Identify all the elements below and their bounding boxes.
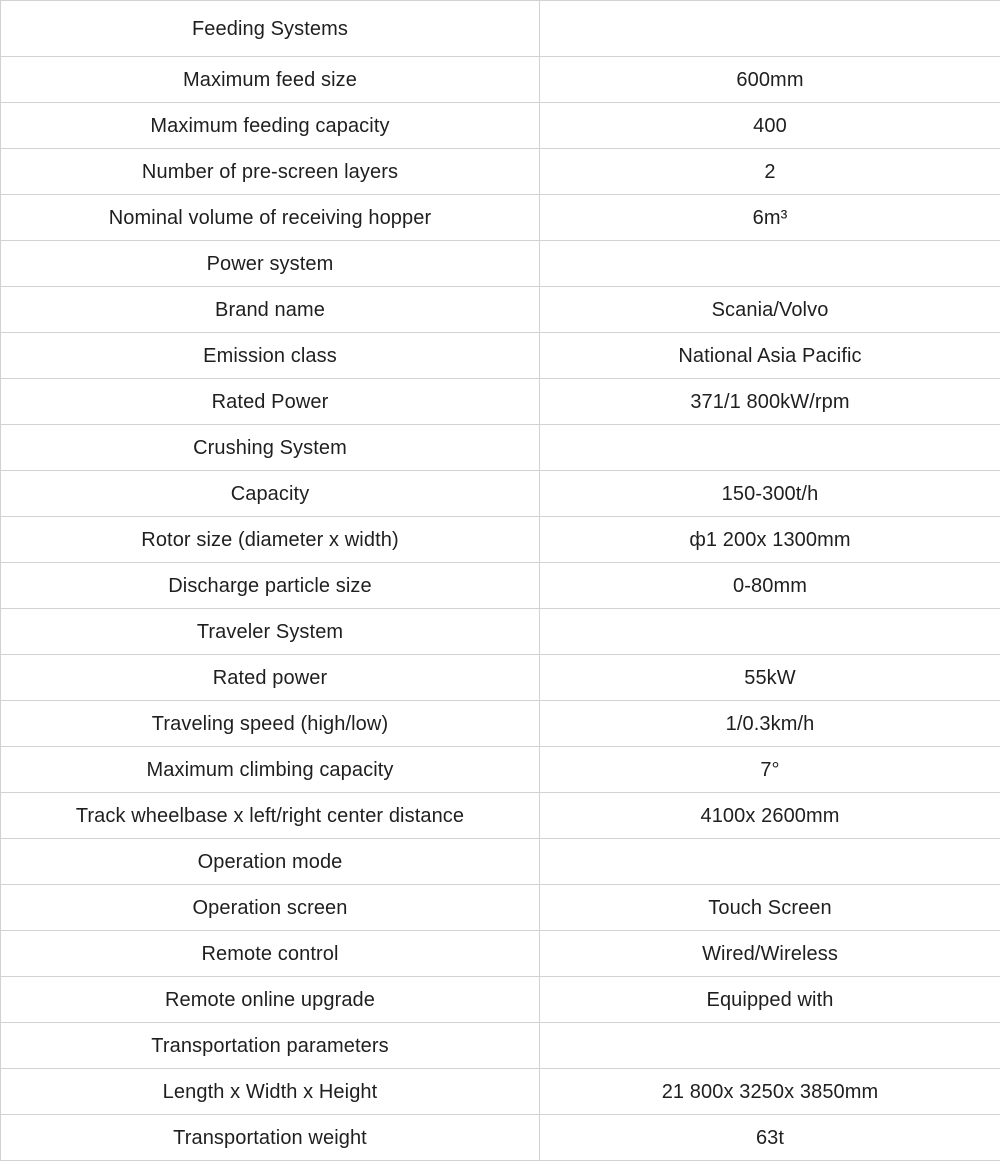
row-value: 0-80mm	[540, 563, 1000, 609]
table-row	[1, 57, 1000, 103]
row-value: Touch Screen	[540, 885, 1000, 931]
row-label: Maximum climbing capacity	[1, 747, 540, 793]
row-value: 7°	[540, 747, 1000, 793]
row-value	[540, 609, 1000, 655]
table-row	[1, 747, 1000, 793]
table-row	[1, 793, 1000, 839]
row-label: Track wheelbase x left/right center distance	[1, 793, 540, 839]
table-row	[1, 103, 1000, 149]
row-label: Rated Power	[1, 379, 540, 425]
row-value: 2	[540, 149, 1000, 195]
table-row	[1, 517, 1000, 563]
row-label: Number of pre-screen layers	[1, 149, 540, 195]
row-label: Operation screen	[1, 885, 540, 931]
row-label: Rated power	[1, 655, 540, 701]
row-label: Capacity	[1, 471, 540, 517]
section-row-power-system	[1, 241, 1000, 287]
row-label: Discharge particle size	[1, 563, 540, 609]
row-label: Crushing System	[1, 425, 540, 471]
row-value: 6m³	[540, 195, 1000, 241]
table-row	[1, 563, 1000, 609]
row-value: Wired/Wireless	[540, 931, 1000, 977]
row-label: Feeding Systems	[1, 1, 540, 57]
spec-table-body	[1, 1, 1000, 1161]
table-row	[1, 977, 1000, 1023]
table-row	[1, 1115, 1000, 1161]
row-label: Nominal volume of receiving hopper	[1, 195, 540, 241]
row-value: 21 800x 3250x 3850mm	[540, 1069, 1000, 1115]
row-label: Rotor size (diameter x width)	[1, 517, 540, 563]
section-row-feeding-systems	[1, 1, 1000, 57]
row-value: National Asia Pacific	[540, 333, 1000, 379]
row-value	[540, 839, 1000, 885]
row-label: Transportation weight	[1, 1115, 540, 1161]
row-value: 1/0.3km/h	[540, 701, 1000, 747]
table-row	[1, 655, 1000, 701]
row-value: 600mm	[540, 57, 1000, 103]
row-label: Traveler System	[1, 609, 540, 655]
table-row	[1, 1069, 1000, 1115]
row-label: Remote online upgrade	[1, 977, 540, 1023]
row-value	[540, 1023, 1000, 1069]
row-label: Remote control	[1, 931, 540, 977]
section-row-traveler-system	[1, 609, 1000, 655]
section-row-transportation-parameters	[1, 1023, 1000, 1069]
section-row-operation-mode	[1, 839, 1000, 885]
row-value: Scania/Volvo	[540, 287, 1000, 333]
row-value: 55kW	[540, 655, 1000, 701]
table-row	[1, 931, 1000, 977]
table-row	[1, 287, 1000, 333]
row-label: Transportation parameters	[1, 1023, 540, 1069]
table-row	[1, 885, 1000, 931]
row-label: Brand name	[1, 287, 540, 333]
row-label: Emission class	[1, 333, 540, 379]
row-label: Maximum feeding capacity	[1, 103, 540, 149]
row-value: 400	[540, 103, 1000, 149]
row-value	[540, 425, 1000, 471]
row-label: Power system	[1, 241, 540, 287]
row-label: Operation mode	[1, 839, 540, 885]
table-row	[1, 149, 1000, 195]
row-label: Traveling speed (high/low)	[1, 701, 540, 747]
table-row	[1, 701, 1000, 747]
table-row	[1, 471, 1000, 517]
row-value: 4100x 2600mm	[540, 793, 1000, 839]
table-row	[1, 195, 1000, 241]
row-value	[540, 1, 1000, 57]
row-value: 150-300t/h	[540, 471, 1000, 517]
row-value	[540, 241, 1000, 287]
row-value: Equipped with	[540, 977, 1000, 1023]
table-row	[1, 333, 1000, 379]
row-value: ф1 200x 1300mm	[540, 517, 1000, 563]
row-label: Maximum feed size	[1, 57, 540, 103]
row-value: 371/1 800kW/rpm	[540, 379, 1000, 425]
section-row-crushing-system	[1, 425, 1000, 471]
table-row	[1, 379, 1000, 425]
row-label: Length x Width x Height	[1, 1069, 540, 1115]
row-value: 63t	[540, 1115, 1000, 1161]
